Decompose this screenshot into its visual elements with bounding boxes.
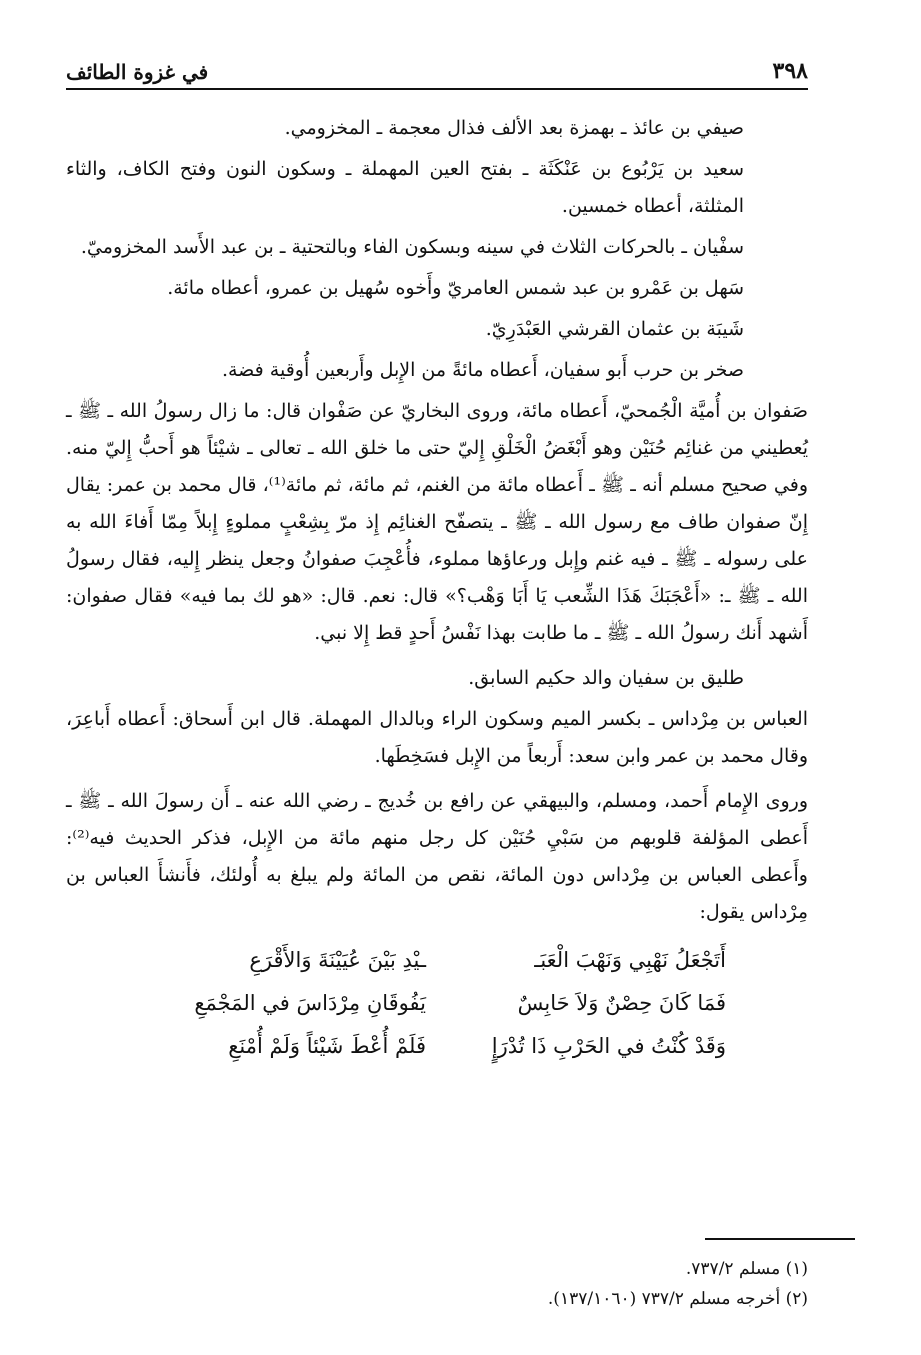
entry-paragraph: العباس بن مِرْداس ـ بكسر الميم وسكون الراء وبالدال المهملة. قال ابن أَسحاق: أَعطاه أَباعِرَ، وقال محمد بن عمر وابن سعد: أَربعاً من الإِبل فسَخِطَها. — [66, 708, 808, 767]
verse-first-hemistich: فَمَا كَانَ حِصْنٌ وَلاَ حَابِسٌ — [517, 991, 726, 1015]
page-number: ٣٩٨ — [772, 58, 808, 84]
entry-paragraph: صيفي بن عائذ ـ بهمزة بعد الألف فذال معجمة ـ المخزومي. — [284, 117, 744, 139]
footnote-divider — [705, 1238, 855, 1240]
footnote: (١) مسلم ٧٣٧/٢. — [685, 1259, 808, 1279]
page-header — [66, 54, 808, 90]
running-title: في غزوة الطائف — [66, 60, 209, 84]
entry-paragraph: صخر بن حرب أَبو سفيان، أَعطاه مائةً من الإِبل وأَربعين أُوقية فضة. — [221, 359, 744, 381]
poem — [66, 939, 808, 1068]
entry-paragraph: سعيد بن يَرْبُوع بن عَنْكَثَة ـ بفتح العين المهملة ـ وسكون النون وفتح الكاف، والثاء المثلثة، أعطاه خمسين. — [66, 158, 744, 217]
verse-second-hemistich: ـيْدِ بَيْنَ عُيَيْنَةَ وَالأَقْرَعِ — [249, 948, 426, 972]
verse-second-hemistich: يَفُوقَانِ مِرْدَاسَ في المَجْمَعِ — [194, 991, 426, 1015]
footnote: (٢) أخرجه مسلم ٧٣٧/٢ (١٣٧/١٠٦٠). — [547, 1289, 808, 1309]
verse-second-hemistich: فَلَمْ أُعْطَ شَيْئاً وَلَمْ أُمْنَعِ — [228, 1034, 426, 1058]
main-text — [66, 110, 808, 1068]
entry-paragraph: سَهل بن عَمْرو بن عبد شمس العامريّ وأَخوه سُهيل بن عمرو، أعطاه مائة. — [167, 277, 744, 299]
entry-paragraph: شَيبَة بن عثمان القرشي العَبْدَرِيّ. — [485, 318, 744, 340]
poem-verse — [66, 982, 808, 1025]
entry-paragraph: صَفوان بن أُميَّة الْجُمحيّ، أَعطاه مائة، وروى البخاريّ عن صَفْوان قال: ما زال رسولُ الله ـ ﷺ ـ يُعطيني من غنائِم حُنَيْن وهو أَبْغَضُ الْخَلْقِ إِليّ حتى ما خلق الله ـ تعالى ـ شيْئاً هو أَحبُّ إِليّ منه. وفي صحيح مسلم أنه ـ ﷺ ـ أَعطاه مائة من الغنم، ثم مائة، ثم مائة⁽¹⁾، قال محمد بن عمر: يقال إِنّ صفوان طاف مع رسول الله ـ ﷺ ـ يتصفّح الغنائِم إِذ مرّ بِشِعْبٍ مملوءٍ إِبلاً مِمّا أَفاءَ الله به على رسوله ـ ﷺ ـ فيه غنم وإِبل ورعاؤها مملوء، فأُعْجِبَ صفوانُ وجعل ينظر إِليه، فقال رسولُ الله ـ ﷺ ـ: «أَعْجَبَكَ هَذَا الشِّعب يَا أَبَا وَهْب؟» قال: نعم. قال: «هو لك بما فيه» فقال صفوان: أَشهد أَنك رسولُ الله ـ ﷺ ـ ما طابت بهذا نَفْسُ أَحدٍ قط إِلا نبي. — [66, 400, 808, 644]
verse-first-hemistich: وَقَدْ كُنْتُ في الحَرْبِ ذَا تُدْرَإٍ — [491, 1034, 726, 1058]
poem-verse — [66, 1025, 808, 1068]
footnotes — [66, 1254, 808, 1314]
entry-paragraph: طليق بن سفيان والد حكيم السابق. — [468, 667, 744, 689]
verse-first-hemistich: أَتَجْعَلُ نَهْبِي وَنَهْبَ الْعَبَـ — [534, 948, 726, 972]
entry-paragraph: سفْيان ـ بالحركات الثلاث في سينه وبسكون الفاء وبالتحتية ـ بن عبد الأَسد المخزوميّ. — [80, 236, 744, 258]
poem-verse — [66, 939, 808, 982]
entry-paragraph: وروى الإِمام أَحمد، ومسلم، والبيهقي عن رافع بن خُديج ـ رضي الله عنه ـ أَن رسولَ الله ـ ﷺ ـ أَعطى المؤلفة قلوبهم من سَبْيِ حُنَيْن كل رجل منهم مائة من الإِبل، فذكر الحديث فيه⁽²⁾: وأَعطى العباس بن مِرْداس دون المائة، نقص من المائة ولم يبلغ به أُولئك، فأَنشأَ العباس بن مِرْداس يقول: — [66, 790, 808, 923]
